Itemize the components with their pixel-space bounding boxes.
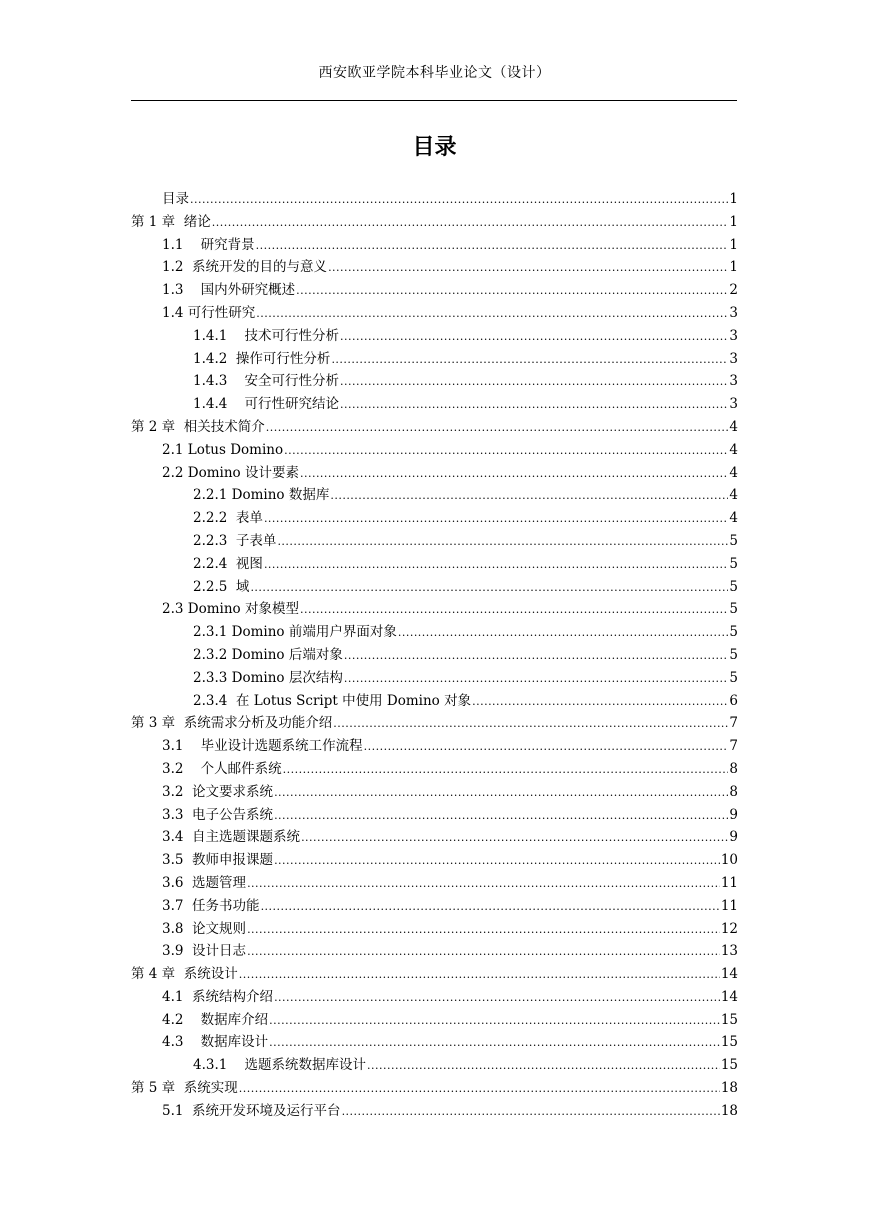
toc-dot-leader xyxy=(239,964,720,987)
toc-entry[interactable] xyxy=(0,918,869,941)
toc-dot-leader xyxy=(274,805,728,828)
toc-entry-text: 3.6 选题管理 xyxy=(162,874,247,891)
toc-entry-text: 3.9 设计日志 xyxy=(162,943,247,960)
toc-entry[interactable] xyxy=(0,621,869,644)
toc-page-number: 7 xyxy=(729,738,738,755)
toc-entry-text: 3.2 个人邮件系统 xyxy=(162,760,282,777)
toc-page-number: 6 xyxy=(729,692,738,709)
toc-dot-leader xyxy=(250,577,728,600)
toc-entry-text: 3.4 自主选题课题系统 xyxy=(162,829,301,846)
toc-page-number: 15 xyxy=(720,1011,738,1028)
toc-entry[interactable] xyxy=(0,781,869,804)
toc-dot-leader xyxy=(300,599,728,622)
toc-page-number: 4 xyxy=(729,487,738,504)
toc-entry-text: 第 1 章 绪论 xyxy=(131,213,211,230)
toc-entry-text: 3.5 教师申报课题 xyxy=(162,852,274,869)
toc-dot-leader xyxy=(190,189,728,212)
toc-page-number: 14 xyxy=(720,966,738,983)
toc-page-number: 13 xyxy=(720,943,738,960)
toc-dot-leader xyxy=(342,1101,720,1124)
toc-entry[interactable] xyxy=(0,712,869,735)
toc-dot-leader xyxy=(301,827,728,850)
toc-dot-leader xyxy=(247,873,720,896)
toc-dot-leader xyxy=(472,691,728,714)
toc-entry-text: 1.3 国内外研究概述 xyxy=(162,282,296,299)
toc-page-number: 2 xyxy=(729,282,738,299)
toc-entry-text: 2.3.3 Domino 层次结构 xyxy=(193,669,343,686)
toc-page-number: 11 xyxy=(720,897,738,914)
toc-dot-leader xyxy=(340,326,728,349)
toc-page-number: 9 xyxy=(729,829,738,846)
toc-dot-leader xyxy=(398,622,729,645)
toc-dot-leader xyxy=(266,417,729,440)
toc-dot-leader xyxy=(296,280,728,303)
toc-entry[interactable] xyxy=(0,758,869,781)
toc-entry[interactable] xyxy=(0,895,869,918)
toc-entry[interactable] xyxy=(0,1100,869,1123)
toc-page-number: 5 xyxy=(729,601,738,618)
toc-entry-text: 5.1 系统开发环境及运行平台 xyxy=(162,1102,341,1119)
toc-page-number: 3 xyxy=(729,373,738,390)
toc-entry-text: 2.3.1 Domino 前端用户界面对象 xyxy=(193,624,397,641)
header-rule xyxy=(131,100,737,101)
toc-page-number: 5 xyxy=(729,669,738,686)
toc-entry-text: 2.1 Lotus Domino xyxy=(162,441,284,458)
toc-entry[interactable] xyxy=(0,849,869,872)
toc-entry-text: 4.3.1 选题系统数据库设计 xyxy=(193,1057,367,1074)
running-header: 西安欧亚学院本科毕业论文（设计） xyxy=(318,65,551,81)
toc-dot-leader xyxy=(274,782,728,805)
toc-dot-leader xyxy=(344,668,729,691)
toc-dot-leader xyxy=(264,554,728,577)
toc-entry-text: 3.2 论文要求系统 xyxy=(162,783,274,800)
toc-dot-leader xyxy=(247,919,720,942)
toc-entry[interactable] xyxy=(0,416,869,439)
toc-page-number: 12 xyxy=(720,920,738,937)
toc-dot-leader xyxy=(340,371,728,394)
toc-page-number: 11 xyxy=(720,874,738,891)
toc-dot-leader xyxy=(340,394,728,417)
toc-page-number: 8 xyxy=(729,760,738,777)
toc-entry[interactable] xyxy=(0,256,869,279)
toc-page-number: 1 xyxy=(729,213,738,230)
toc-page-number: 18 xyxy=(720,1080,738,1097)
toc-entry[interactable] xyxy=(0,735,869,758)
toc-dot-leader xyxy=(256,235,729,258)
toc-dot-leader xyxy=(277,531,728,554)
toc-dot-leader xyxy=(284,440,728,463)
toc-entry-text: 1.4.4 可行性研究结论 xyxy=(193,396,340,413)
toc-page-number: 18 xyxy=(720,1102,738,1119)
toc-page-number: 1 xyxy=(729,259,738,276)
toc-entry-text: 2.2.5 域 xyxy=(193,578,250,595)
toc-entry[interactable] xyxy=(0,1009,869,1032)
toc-entry[interactable] xyxy=(0,690,869,713)
toc-entry[interactable] xyxy=(0,1077,869,1100)
toc-entry-text: 3.1 毕业设计选题系统工作流程 xyxy=(162,738,363,755)
toc-entry[interactable] xyxy=(0,348,869,371)
toc-page-number: 5 xyxy=(729,624,738,641)
toc-page-number: 5 xyxy=(729,646,738,663)
toc-list xyxy=(0,188,869,1123)
toc-entry-text: 4.2 数据库介绍 xyxy=(162,1011,269,1028)
toc-dot-leader xyxy=(247,941,720,964)
toc-entry-text: 第 3 章 系统需求分析及功能介绍 xyxy=(131,715,333,732)
toc-entry-text: 2.2.1 Domino 数据库 xyxy=(193,487,330,504)
toc-entry[interactable] xyxy=(0,325,869,348)
toc-entry-text: 第 5 章 系统实现 xyxy=(131,1080,238,1097)
toc-entry[interactable] xyxy=(0,484,869,507)
toc-page-number: 10 xyxy=(720,852,738,869)
toc-page-number: 5 xyxy=(729,578,738,595)
toc-page-number: 4 xyxy=(729,441,738,458)
toc-entry-text: 1.4.3 安全可行性分析 xyxy=(193,373,340,390)
toc-dot-leader xyxy=(261,896,720,919)
toc-entry-text: 2.2 Domino 设计要素 xyxy=(162,464,299,481)
toc-entry[interactable] xyxy=(0,553,869,576)
toc-entry[interactable] xyxy=(0,826,869,849)
toc-entry-text: 3.7 任务书功能 xyxy=(162,897,260,914)
toc-page-number: 4 xyxy=(729,418,738,435)
toc-entry[interactable] xyxy=(0,940,869,963)
toc-page-number: 8 xyxy=(729,783,738,800)
toc-page-number: 15 xyxy=(720,1057,738,1074)
toc-entry-text: 4.3 数据库设计 xyxy=(162,1034,269,1051)
toc-dot-leader xyxy=(330,485,728,508)
toc-entry-text: 第 4 章 系统设计 xyxy=(131,966,238,983)
toc-page-number: 4 xyxy=(729,510,738,527)
toc-dot-leader xyxy=(269,1010,720,1033)
toc-entry-text: 2.3 Domino 对象模型 xyxy=(162,601,299,618)
toc-entry[interactable] xyxy=(0,507,869,530)
toc-entry[interactable] xyxy=(0,576,869,599)
toc-dot-leader xyxy=(367,1055,720,1078)
toc-dot-leader xyxy=(283,759,729,782)
toc-entry[interactable] xyxy=(0,370,869,393)
toc-page-number: 15 xyxy=(720,1034,738,1051)
toc-entry[interactable] xyxy=(0,804,869,827)
toc-entry-text: 2.3.4 在 Lotus Script 中使用 Domino 对象 xyxy=(193,692,472,709)
toc-dot-leader xyxy=(212,212,729,235)
toc-dot-leader xyxy=(364,736,729,759)
toc-entry-text: 2.3.2 Domino 后端对象 xyxy=(193,646,343,663)
toc-entry[interactable] xyxy=(0,598,869,621)
toc-entry[interactable] xyxy=(0,393,869,416)
toc-page-number: 14 xyxy=(720,988,738,1005)
toc-title: 目录 xyxy=(412,135,457,160)
toc-entry-text: 目录 xyxy=(162,191,189,207)
toc-dot-leader xyxy=(264,508,728,531)
toc-page-number: 1 xyxy=(729,191,738,207)
toc-page-number: 7 xyxy=(729,715,738,732)
toc-entry-text: 1.1 研究背景 xyxy=(162,236,255,253)
toc-entry[interactable] xyxy=(0,439,869,462)
toc-dot-leader xyxy=(274,987,720,1010)
toc-entry-text: 4.1 系统结构介绍 xyxy=(162,988,274,1005)
toc-dot-leader xyxy=(331,349,728,372)
toc-page-number: 4 xyxy=(729,464,738,481)
toc-dot-leader xyxy=(333,713,728,736)
toc-entry-text: 3.8 论文规则 xyxy=(162,920,247,937)
toc-page-number: 3 xyxy=(729,304,738,321)
toc-page-number: 9 xyxy=(729,806,738,823)
toc-entry[interactable] xyxy=(0,963,869,986)
toc-entry-text: 第 2 章 相关技术简介 xyxy=(131,418,265,435)
toc-entry-text: 1.4.2 操作可行性分析 xyxy=(193,350,331,367)
toc-entry-text: 2.2.2 表单 xyxy=(193,510,263,527)
toc-dot-leader xyxy=(344,645,729,668)
toc-dot-leader xyxy=(239,1078,720,1101)
toc-entry-text: 1.2 系统开发的目的与意义 xyxy=(162,259,328,276)
toc-page-number: 3 xyxy=(729,350,738,367)
toc-entry[interactable] xyxy=(0,302,869,325)
toc-page-number: 3 xyxy=(729,327,738,344)
toc-entry[interactable] xyxy=(0,279,869,302)
toc-dot-leader xyxy=(256,303,728,326)
toc-entry-text: 1.4 可行性研究 xyxy=(162,304,256,321)
toc-page-number: 3 xyxy=(729,396,738,413)
toc-page-number: 5 xyxy=(729,555,738,572)
toc-entry[interactable] xyxy=(0,462,869,485)
toc-entry[interactable] xyxy=(0,986,869,1009)
toc-entry[interactable] xyxy=(0,644,869,667)
toc-entry[interactable] xyxy=(0,1031,869,1054)
toc-dot-leader xyxy=(269,1032,720,1055)
toc-entry[interactable] xyxy=(0,872,869,895)
toc-entry[interactable] xyxy=(0,211,869,234)
toc-entry-text: 2.2.3 子表单 xyxy=(193,532,277,549)
toc-page-number: 5 xyxy=(729,532,738,549)
toc-entry[interactable] xyxy=(0,667,869,690)
toc-entry[interactable] xyxy=(0,234,869,257)
toc-entry[interactable] xyxy=(0,530,869,553)
toc-dot-leader xyxy=(274,850,720,873)
toc-dot-leader xyxy=(328,257,728,280)
toc-entry-text: 1.4.1 技术可行性分析 xyxy=(193,327,340,344)
toc-entry-text: 2.2.4 视图 xyxy=(193,555,263,572)
toc-page-number: 1 xyxy=(729,236,738,253)
toc-entry[interactable] xyxy=(0,1054,869,1077)
toc-entry[interactable] xyxy=(0,188,869,211)
toc-entry-text: 3.3 电子公告系统 xyxy=(162,806,274,823)
toc-dot-leader xyxy=(300,463,728,486)
